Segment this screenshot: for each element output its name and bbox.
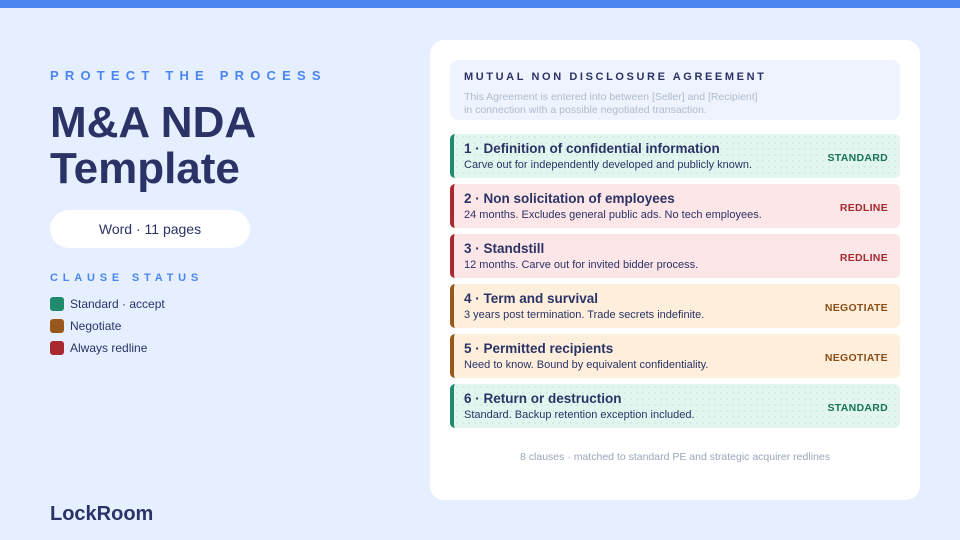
- status-badge: REDLINE: [839, 202, 888, 214]
- document-footnote: 8 clauses · matched to standard PE and strategic acquirer redlines: [520, 451, 830, 463]
- document-title: MUTUAL NON DISCLOSURE AGREEMENT: [464, 71, 767, 83]
- nda-document-card: [430, 40, 920, 500]
- legend-label: Standard · accept: [70, 297, 165, 311]
- clause-description: Need to know. Bound by equivalent confidentiality.: [464, 359, 709, 371]
- brand-logo[interactable]: LockRoom: [50, 503, 154, 525]
- clause-title: 4 · Term and survival: [464, 291, 599, 306]
- page-title: M&A NDA Template: [50, 98, 255, 193]
- status-badge: NEGOTIATE: [824, 352, 888, 364]
- legend-item-standard: [50, 293, 165, 315]
- redline-swatch: [50, 341, 64, 355]
- clause-description: 12 months. Carve out for invited bidder process.: [464, 259, 699, 271]
- clause-title: 3 · Standstill: [464, 241, 545, 256]
- top-accent-bar: [0, 0, 960, 8]
- clause-description: Carve out for independently developed and publicly known.: [464, 159, 753, 171]
- legend-item-redline: [50, 337, 165, 359]
- status-badge: STANDARD: [827, 152, 888, 164]
- status-badge: NEGOTIATE: [824, 302, 888, 314]
- clause-title: 2 · Non solicitation of employees: [464, 191, 675, 206]
- clause-status-legend: [50, 293, 165, 359]
- standard-swatch: [50, 297, 64, 311]
- hero-eyebrow: PROTECT THE PROCESS: [50, 68, 327, 83]
- clause-row-2[interactable]: [450, 184, 900, 228]
- clause-row-5[interactable]: [450, 334, 900, 378]
- clause-description: Standard. Backup retention exception included.: [464, 409, 695, 421]
- status-badge: REDLINE: [839, 252, 888, 264]
- format-pill[interactable]: Word · 11 pages: [50, 210, 250, 248]
- clause-title: 6 · Return or destruction: [464, 391, 622, 406]
- clause-row-6[interactable]: [450, 384, 900, 428]
- clause-title: 1 · Definition of confidential information: [464, 141, 720, 156]
- document-intro: [464, 91, 794, 117]
- clause-title: 5 · Permitted recipients: [464, 341, 614, 356]
- document-intro-line: This Agreement is entered into between [Seller] and [Recipient]: [464, 91, 758, 103]
- legend-label: Negotiate: [70, 319, 122, 333]
- document-intro-line: in connection with a possible negotiated transaction.: [464, 104, 707, 116]
- clause-row-3[interactable]: [450, 234, 900, 278]
- clause-row-4[interactable]: [450, 284, 900, 328]
- clause-row-1[interactable]: [450, 134, 900, 178]
- clause-description: 3 years post termination. Trade secrets indefinite.: [464, 309, 705, 321]
- legend-label: Always redline: [70, 341, 148, 355]
- document-header: [450, 60, 900, 120]
- clause-description: 24 months. Excludes general public ads. No tech employees.: [464, 209, 762, 221]
- negotiate-swatch: [50, 319, 64, 333]
- status-badge: STANDARD: [827, 402, 888, 414]
- legend-item-negotiate: [50, 315, 165, 337]
- legend-title: CLAUSE STATUS: [50, 272, 204, 284]
